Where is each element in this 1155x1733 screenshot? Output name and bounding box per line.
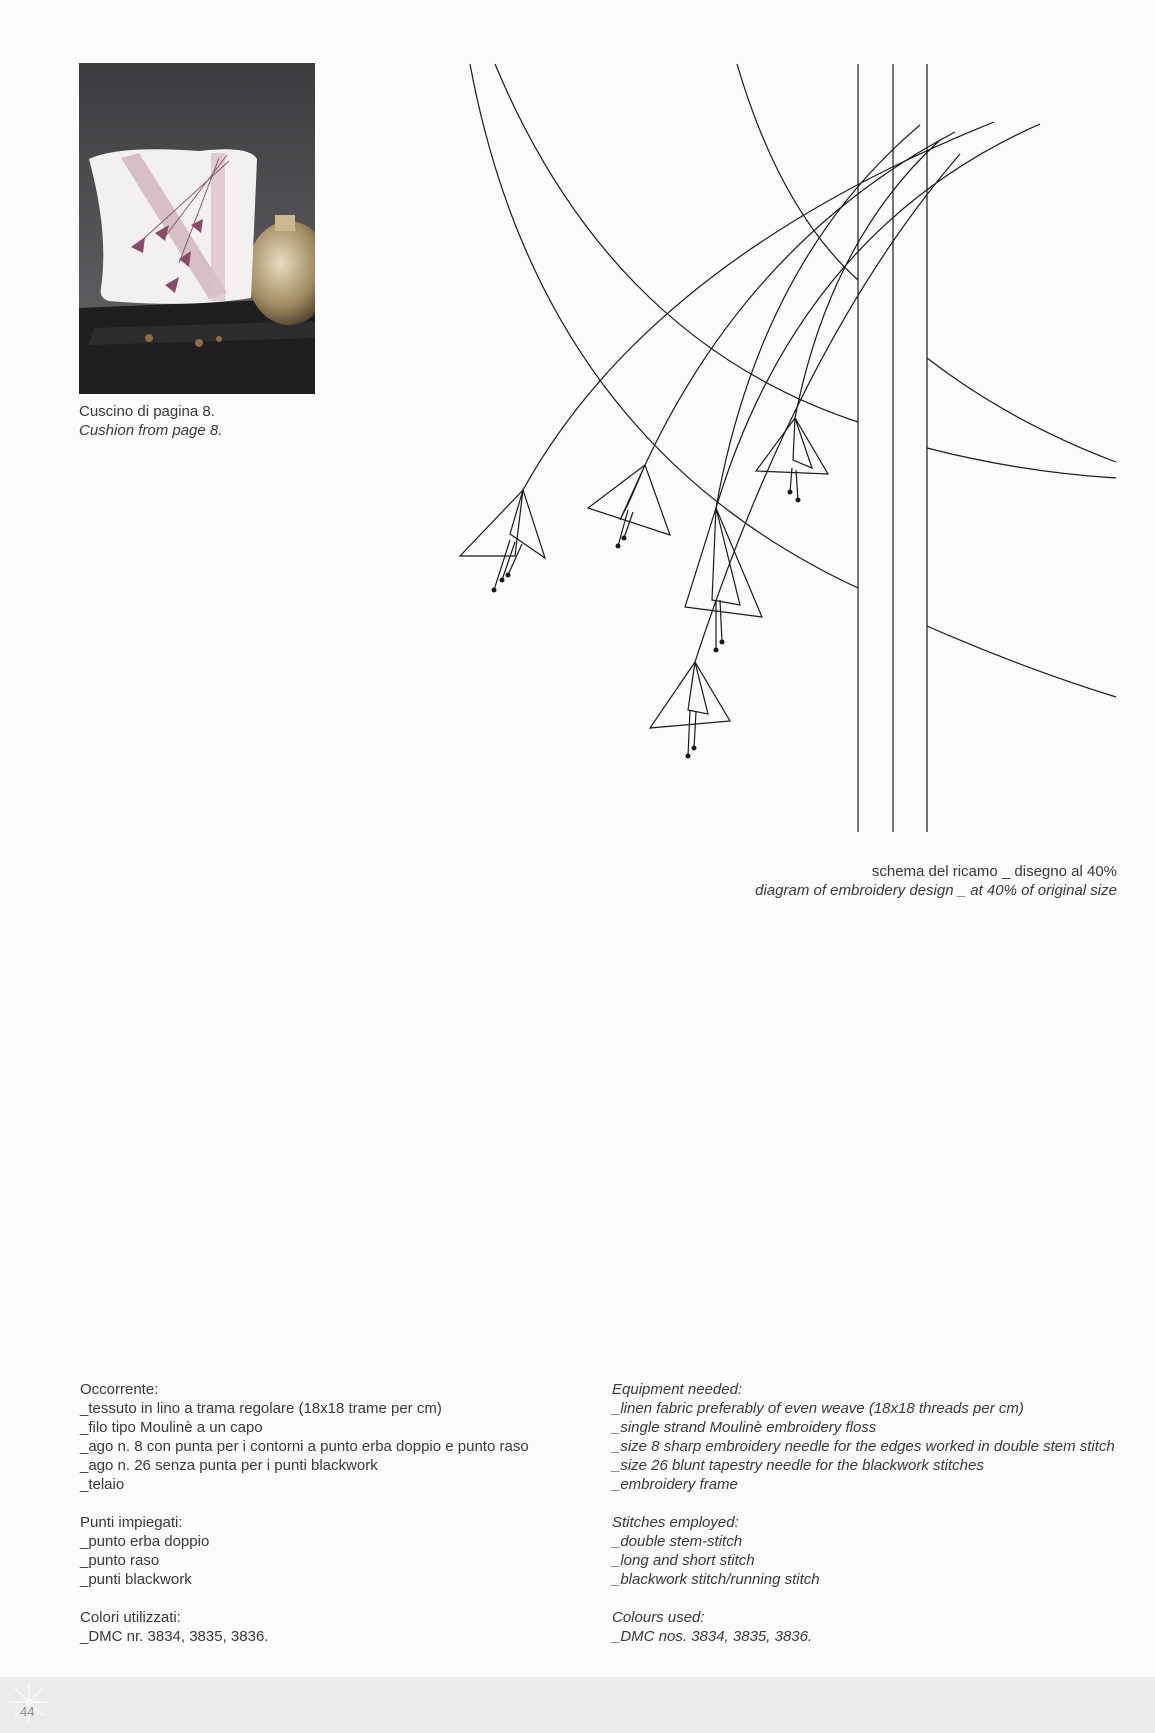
list-item: _telaio (80, 1476, 125, 1493)
diagram-caption-english: diagram of embroidery design _ at 40% of original size (755, 882, 1117, 899)
english-equipment-heading: Equipment needed: (612, 1381, 743, 1398)
english-stitches-heading: Stitches employed: (612, 1514, 739, 1531)
italian-equipment-heading: Occorrente: (80, 1381, 159, 1398)
list-item: _single strand Moulinè embroidery floss (612, 1419, 877, 1436)
english-instructions (612, 1380, 1132, 1665)
list-item: _size 8 sharp embroidery needle for the edges worked in double stem stitch (612, 1438, 1115, 1455)
photo-caption-italian: Cuscino di pagina 8. (79, 403, 215, 420)
footer-bar (0, 1677, 1155, 1733)
italian-colours (80, 1608, 600, 1646)
cushion-photo (79, 63, 315, 394)
list-item: _embroidery frame (612, 1476, 738, 1493)
photo-caption (79, 402, 222, 440)
list-item: _punto erba doppio (80, 1533, 210, 1550)
italian-instructions (80, 1380, 600, 1665)
list-item: _tessuto in lino a trama regolare (18x18 trame per cm) (80, 1400, 442, 1417)
list-item: _ago n. 26 senza punta per i punti blackwork (80, 1457, 378, 1474)
list-item: _punti blackwork (80, 1571, 192, 1588)
english-stitches (612, 1513, 1132, 1589)
page-number: 44 (20, 1704, 35, 1719)
list-item: _ago n. 8 con punta per i contorni a punto erba doppio e punto raso (80, 1438, 529, 1455)
list-item: _DMC nos. 3834, 3835, 3836. (612, 1628, 813, 1645)
list-item: _DMC nr. 3834, 3835, 3836. (80, 1628, 269, 1645)
italian-colours-heading: Colori utilizzati: (80, 1609, 181, 1626)
italian-stitches-heading: Punti impiegati: (80, 1514, 183, 1531)
diagram-caption-italian: schema del ricamo _ disegno al 40% (871, 863, 1117, 880)
english-colours (612, 1608, 1132, 1646)
list-item: _double stem-stitch (612, 1533, 743, 1550)
english-equipment (612, 1380, 1132, 1494)
italian-stitches (80, 1513, 600, 1589)
list-item: _long and short stitch (612, 1552, 755, 1569)
list-item: _size 26 blunt tapestry needle for the blackwork stitches (612, 1457, 984, 1474)
diagram-caption (755, 862, 1117, 900)
list-item: _filo tipo Moulinè a un capo (80, 1419, 263, 1436)
english-colours-heading: Colours used: (612, 1609, 705, 1626)
list-item: _blackwork stitch/running stitch (612, 1571, 820, 1588)
embroidery-diagram (450, 60, 1120, 840)
list-item: _punto raso (80, 1552, 160, 1569)
italian-equipment (80, 1380, 600, 1494)
list-item: _linen fabric preferably of even weave (18x18 threads per cm) (612, 1400, 1024, 1417)
photo-caption-english: Cushion from page 8. (79, 422, 223, 439)
